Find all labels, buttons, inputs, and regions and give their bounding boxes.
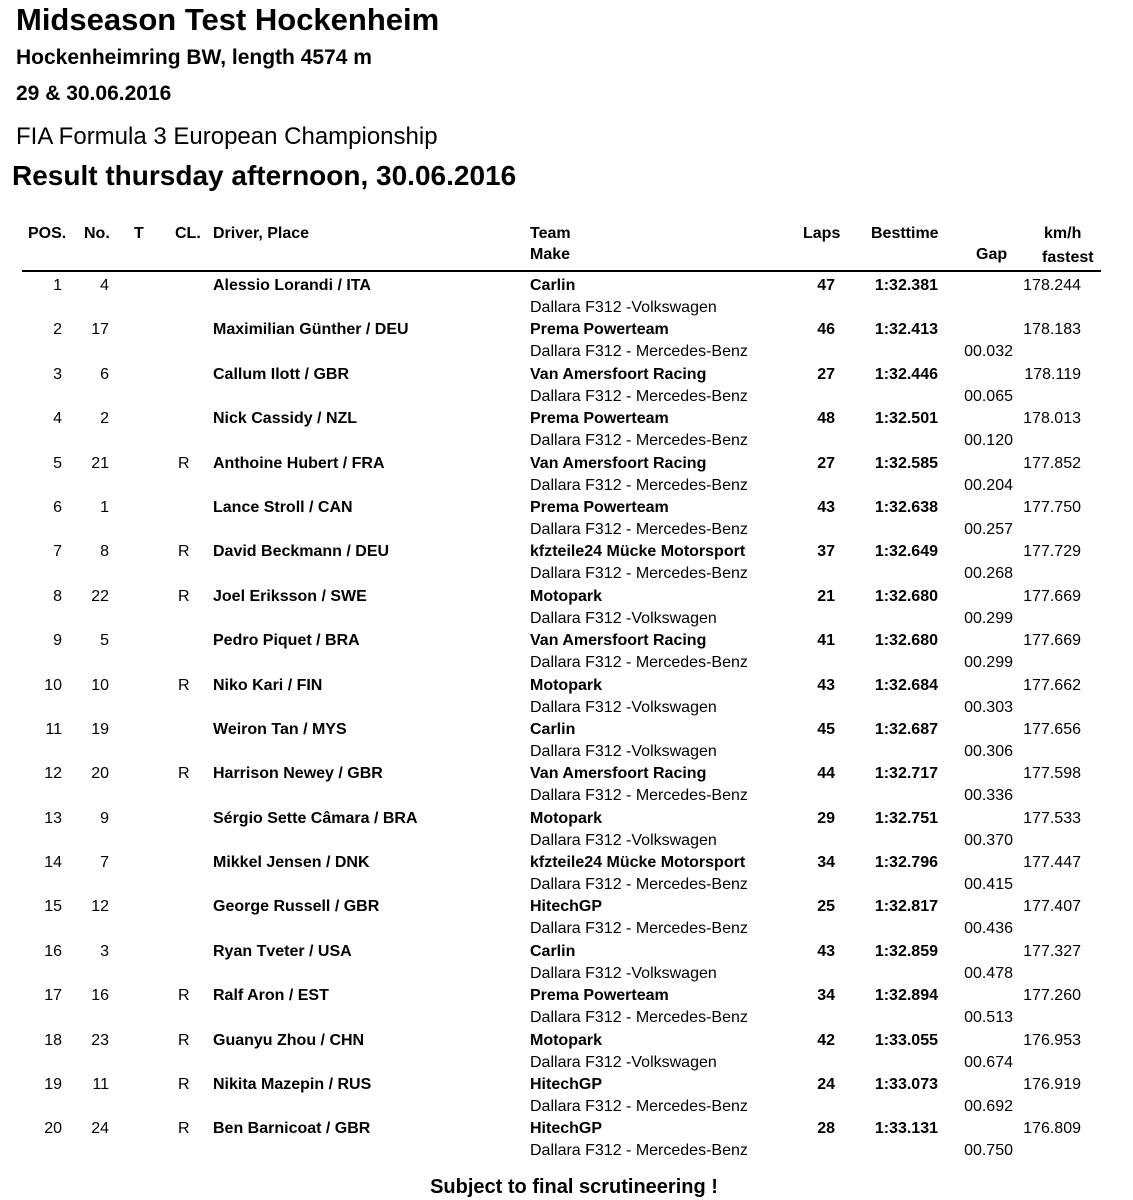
number-cell: 16	[91, 987, 109, 1005]
laps-cell: 37	[817, 543, 835, 561]
speed-cell: 176.919	[1023, 1076, 1081, 1094]
table-row	[0, 853, 1133, 897]
gap-cell: 00.674	[964, 1053, 1013, 1071]
col-kmh: km/h	[1044, 225, 1082, 242]
besttime-cell: 1:32.859	[874, 942, 938, 960]
besttime-cell: 1:32.446	[874, 365, 938, 383]
make-cell: Dallara F312 - Mercedes-Benz	[530, 876, 748, 894]
class-cell: R	[178, 1031, 190, 1049]
speed-cell: 177.327	[1023, 942, 1081, 960]
gap-cell: 00.268	[964, 565, 1013, 583]
make-cell: Dallara F312 - Mercedes-Benz	[530, 654, 748, 672]
pos-cell: 10	[44, 676, 62, 694]
table-row	[0, 320, 1133, 364]
team-cell: Motopark	[530, 1031, 602, 1049]
besttime-cell: 1:32.751	[874, 809, 938, 827]
results-table	[0, 276, 1133, 1164]
gap-cell: 00.436	[964, 920, 1013, 938]
pos-cell: 9	[53, 632, 62, 650]
table-row	[0, 676, 1133, 720]
laps-cell: 28	[817, 1120, 835, 1138]
col-no: No.	[84, 225, 110, 242]
speed-cell: 177.656	[1023, 720, 1081, 738]
table-row	[0, 1119, 1133, 1163]
col-pos: POS.	[28, 225, 67, 242]
event-title: Midseason Test Hockenheim	[16, 2, 440, 37]
team-cell: Motopark	[530, 809, 602, 827]
make-cell: Dallara F312 - Mercedes-Benz	[530, 787, 748, 805]
laps-cell: 44	[817, 765, 835, 783]
pos-cell: 20	[44, 1120, 62, 1138]
speed-cell: 177.260	[1023, 987, 1081, 1005]
team-cell: Van Amersfoort Racing	[530, 765, 707, 783]
team-cell: Carlin	[530, 720, 576, 738]
driver-cell: Pedro Piquet / BRA	[213, 632, 360, 650]
make-cell: Dallara F312 -Volkswagen	[530, 1053, 717, 1071]
number-cell: 24	[91, 1120, 109, 1138]
besttime-cell: 1:32.413	[874, 321, 938, 339]
number-cell: 8	[100, 543, 109, 561]
make-cell: Dallara F312 -Volkswagen	[530, 609, 717, 627]
pos-cell: 3	[53, 365, 62, 383]
laps-cell: 34	[817, 987, 835, 1005]
besttime-cell: 1:32.894	[874, 987, 938, 1005]
pos-cell: 5	[53, 454, 62, 472]
number-cell: 20	[91, 765, 109, 783]
gap-cell: 00.065	[964, 387, 1013, 405]
make-cell: Dallara F312 - Mercedes-Benz	[530, 432, 748, 450]
laps-cell: 43	[817, 676, 835, 694]
laps-cell: 45	[817, 720, 835, 738]
laps-cell: 27	[817, 365, 835, 383]
table-row	[0, 986, 1133, 1030]
col-besttime: Besttime	[871, 225, 939, 242]
table-row	[0, 409, 1133, 453]
driver-cell: Nikita Mazepin / RUS	[213, 1076, 372, 1094]
number-cell: 1	[100, 498, 109, 516]
laps-cell: 29	[817, 809, 835, 827]
driver-cell: Callum Ilott / GBR	[213, 365, 349, 383]
team-cell: Van Amersfoort Racing	[530, 454, 707, 472]
table-row	[0, 1031, 1133, 1075]
col-gap: Gap	[976, 246, 1008, 263]
team-cell: Van Amersfoort Racing	[530, 632, 707, 650]
team-cell: Motopark	[530, 587, 602, 605]
besttime-cell: 1:33.073	[874, 1076, 938, 1094]
besttime-cell: 1:32.684	[874, 676, 938, 694]
gap-cell: 00.299	[964, 609, 1013, 627]
col-driver: Driver, Place	[213, 225, 310, 242]
laps-cell: 43	[817, 942, 835, 960]
number-cell: 4	[100, 277, 109, 294]
speed-cell: 176.809	[1023, 1120, 1081, 1138]
make-cell: Dallara F312 - Mercedes-Benz	[530, 387, 748, 405]
gap-cell: 00.303	[964, 698, 1013, 716]
col-laps: Laps	[803, 225, 841, 242]
driver-cell: Harrison Newey / GBR	[213, 765, 383, 783]
make-cell: Dallara F312 -Volkswagen	[530, 831, 717, 849]
class-cell: R	[178, 1120, 190, 1138]
class-cell: R	[178, 454, 190, 472]
laps-cell: 46	[817, 321, 835, 339]
table-row	[0, 1075, 1133, 1119]
table-row	[0, 720, 1133, 764]
besttime-cell: 1:32.796	[874, 854, 938, 872]
gap-cell: 00.336	[964, 787, 1013, 805]
speed-cell: 177.533	[1023, 809, 1081, 827]
number-cell: 6	[100, 365, 109, 383]
speed-cell: 177.669	[1023, 587, 1081, 605]
pos-cell: 4	[53, 410, 62, 428]
laps-cell: 21	[817, 587, 835, 605]
besttime-cell: 1:32.680	[874, 587, 938, 605]
table-row	[0, 498, 1133, 542]
gap-cell: 00.204	[964, 476, 1013, 494]
number-cell: 19	[91, 720, 109, 738]
speed-cell: 177.669	[1023, 632, 1081, 650]
driver-cell: Ryan Tveter / USA	[213, 942, 352, 960]
driver-cell: Alessio Lorandi / ITA	[213, 277, 371, 294]
speed-cell: 177.852	[1023, 454, 1081, 472]
speed-cell: 178.244	[1023, 277, 1081, 294]
number-cell: 11	[92, 1076, 109, 1094]
driver-cell: Weiron Tan / MYS	[213, 720, 347, 738]
pos-cell: 19	[44, 1076, 62, 1094]
class-cell: R	[178, 587, 190, 605]
team-cell: kfzteile24 Mücke Motorsport	[530, 854, 746, 872]
class-cell: R	[178, 987, 190, 1005]
make-cell: Dallara F312 - Mercedes-Benz	[530, 565, 748, 583]
pos-cell: 18	[44, 1031, 62, 1049]
gap-cell: 00.692	[964, 1098, 1013, 1116]
table-row	[0, 587, 1133, 631]
pos-cell: 12	[44, 765, 62, 783]
besttime-cell: 1:32.680	[874, 632, 938, 650]
pos-cell: 15	[44, 898, 62, 916]
driver-cell: Joel Eriksson / SWE	[213, 587, 367, 605]
make-cell: Dallara F312 - Mercedes-Benz	[530, 1009, 748, 1027]
table-row	[0, 631, 1133, 675]
gap-cell: 00.120	[964, 432, 1013, 450]
class-cell: R	[178, 676, 190, 694]
pos-cell: 11	[45, 720, 62, 738]
driver-cell: Sérgio Sette Câmara / BRA	[213, 809, 418, 827]
class-cell: R	[178, 1076, 190, 1094]
driver-cell: Niko Kari / FIN	[213, 676, 323, 694]
speed-cell: 178.119	[1024, 365, 1081, 383]
number-cell: 7	[100, 854, 109, 872]
besttime-cell: 1:32.687	[874, 720, 938, 738]
gap-cell: 00.299	[964, 654, 1013, 672]
table-row	[0, 276, 1133, 320]
gap-cell: 00.306	[964, 742, 1013, 760]
table-row	[0, 764, 1133, 808]
col-make: Make	[530, 246, 571, 263]
table-row	[0, 897, 1133, 941]
number-cell: 10	[91, 676, 109, 694]
make-cell: Dallara F312 - Mercedes-Benz	[530, 1142, 748, 1160]
class-cell: R	[178, 543, 190, 561]
header-divider	[22, 270, 1101, 272]
driver-cell: George Russell / GBR	[213, 898, 380, 916]
event-dates: 29 & 30.06.2016	[16, 82, 172, 105]
driver-cell: Ben Barnicoat / GBR	[213, 1120, 371, 1138]
driver-cell: Maximilian Günther / DEU	[213, 321, 409, 339]
laps-cell: 34	[817, 854, 835, 872]
gap-cell: 00.370	[964, 831, 1013, 849]
make-cell: Dallara F312 - Mercedes-Benz	[530, 520, 748, 538]
number-cell: 17	[91, 321, 109, 339]
team-cell: Carlin	[530, 277, 576, 294]
team-cell: Prema Powerteam	[530, 321, 669, 339]
driver-cell: Nick Cassidy / NZL	[213, 410, 358, 428]
pos-cell: 13	[44, 809, 62, 827]
pos-cell: 1	[53, 277, 62, 294]
laps-cell: 24	[817, 1076, 835, 1094]
laps-cell: 41	[817, 632, 835, 650]
number-cell: 23	[91, 1031, 109, 1049]
number-cell: 22	[91, 587, 109, 605]
laps-cell: 25	[817, 898, 835, 916]
driver-cell: Lance Stroll / CAN	[213, 498, 353, 516]
speed-cell: 177.407	[1023, 898, 1081, 916]
besttime-cell: 1:32.638	[874, 498, 938, 516]
team-cell: Carlin	[530, 942, 576, 960]
team-cell: HitechGP	[530, 1076, 603, 1094]
make-cell: Dallara F312 -Volkswagen	[530, 698, 717, 716]
laps-cell: 48	[817, 410, 835, 428]
speed-cell: 176.953	[1023, 1031, 1081, 1049]
championship-name: FIA Formula 3 European Championship	[16, 123, 438, 150]
driver-cell: Ralf Aron / EST	[213, 987, 329, 1005]
driver-cell: Mikkel Jensen / DNK	[213, 854, 370, 872]
laps-cell: 47	[817, 277, 835, 294]
pos-cell: 7	[53, 543, 62, 561]
circuit-info: Hockenheimring BW, length 4574 m	[16, 46, 372, 69]
make-cell: Dallara F312 -Volkswagen	[530, 742, 717, 760]
table-row	[0, 542, 1133, 586]
besttime-cell: 1:33.055	[874, 1031, 938, 1049]
number-cell: 9	[100, 809, 109, 827]
speed-cell: 178.013	[1023, 410, 1081, 428]
col-fastest: fastest	[1042, 249, 1094, 266]
make-cell: Dallara F312 -Volkswagen	[530, 299, 717, 316]
driver-cell: David Beckmann / DEU	[213, 543, 390, 561]
make-cell: Dallara F312 -Volkswagen	[530, 964, 717, 982]
besttime-cell: 1:32.817	[874, 898, 938, 916]
col-team: Team	[530, 225, 571, 242]
besttime-cell: 1:32.717	[874, 765, 938, 783]
besttime-cell: 1:32.381	[874, 277, 938, 294]
team-cell: Prema Powerteam	[530, 498, 669, 516]
speed-cell: 178.183	[1023, 321, 1081, 339]
number-cell: 2	[100, 410, 109, 428]
number-cell: 12	[91, 898, 109, 916]
speed-cell: 177.729	[1023, 543, 1081, 561]
driver-cell: Guanyu Zhou / CHN	[213, 1031, 365, 1049]
number-cell: 5	[100, 632, 109, 650]
pos-cell: 2	[53, 321, 62, 339]
driver-cell: Anthoine Hubert / FRA	[213, 454, 385, 472]
laps-cell: 27	[817, 454, 835, 472]
pos-cell: 8	[53, 587, 62, 605]
team-cell: Motopark	[530, 676, 602, 694]
number-cell: 21	[91, 454, 109, 472]
class-cell: R	[178, 765, 190, 783]
make-cell: Dallara F312 - Mercedes-Benz	[530, 920, 748, 938]
session-title: Result thursday afternoon, 30.06.2016	[12, 160, 517, 191]
speed-cell: 177.598	[1023, 765, 1081, 783]
team-cell: HitechGP	[530, 898, 603, 916]
gap-cell: 00.257	[964, 520, 1013, 538]
speed-cell: 177.750	[1023, 498, 1081, 516]
gap-cell: 00.750	[964, 1142, 1013, 1160]
gap-cell: 00.415	[964, 876, 1013, 894]
number-cell: 3	[100, 942, 109, 960]
make-cell: Dallara F312 - Mercedes-Benz	[530, 343, 748, 361]
laps-cell: 43	[817, 498, 835, 516]
gap-cell: 00.513	[964, 1009, 1013, 1027]
laps-cell: 42	[817, 1031, 835, 1049]
col-t: T	[134, 225, 144, 242]
besttime-cell: 1:32.501	[874, 410, 938, 428]
footer-note: Subject to final scrutineering !	[430, 1176, 718, 1198]
table-row	[0, 454, 1133, 498]
speed-cell: 177.447	[1023, 854, 1081, 872]
besttime-cell: 1:33.131	[874, 1120, 938, 1138]
gap-cell: 00.478	[964, 964, 1013, 982]
make-cell: Dallara F312 - Mercedes-Benz	[530, 476, 748, 494]
col-cl: CL.	[175, 225, 201, 242]
pos-cell: 17	[44, 987, 62, 1005]
besttime-cell: 1:32.649	[874, 543, 938, 561]
make-cell: Dallara F312 - Mercedes-Benz	[530, 1098, 748, 1116]
besttime-cell: 1:32.585	[874, 454, 938, 472]
table-row	[0, 809, 1133, 853]
team-cell: kfzteile24 Mücke Motorsport	[530, 543, 746, 561]
gap-cell: 00.032	[964, 343, 1013, 361]
pos-cell: 16	[44, 942, 62, 960]
team-cell: Van Amersfoort Racing	[530, 365, 707, 383]
table-row	[0, 942, 1133, 986]
team-cell: Prema Powerteam	[530, 987, 669, 1005]
pos-cell: 14	[44, 854, 62, 872]
team-cell: Prema Powerteam	[530, 410, 669, 428]
speed-cell: 177.662	[1023, 676, 1081, 694]
team-cell: HitechGP	[530, 1120, 603, 1138]
pos-cell: 6	[53, 498, 62, 516]
table-row	[0, 365, 1133, 409]
